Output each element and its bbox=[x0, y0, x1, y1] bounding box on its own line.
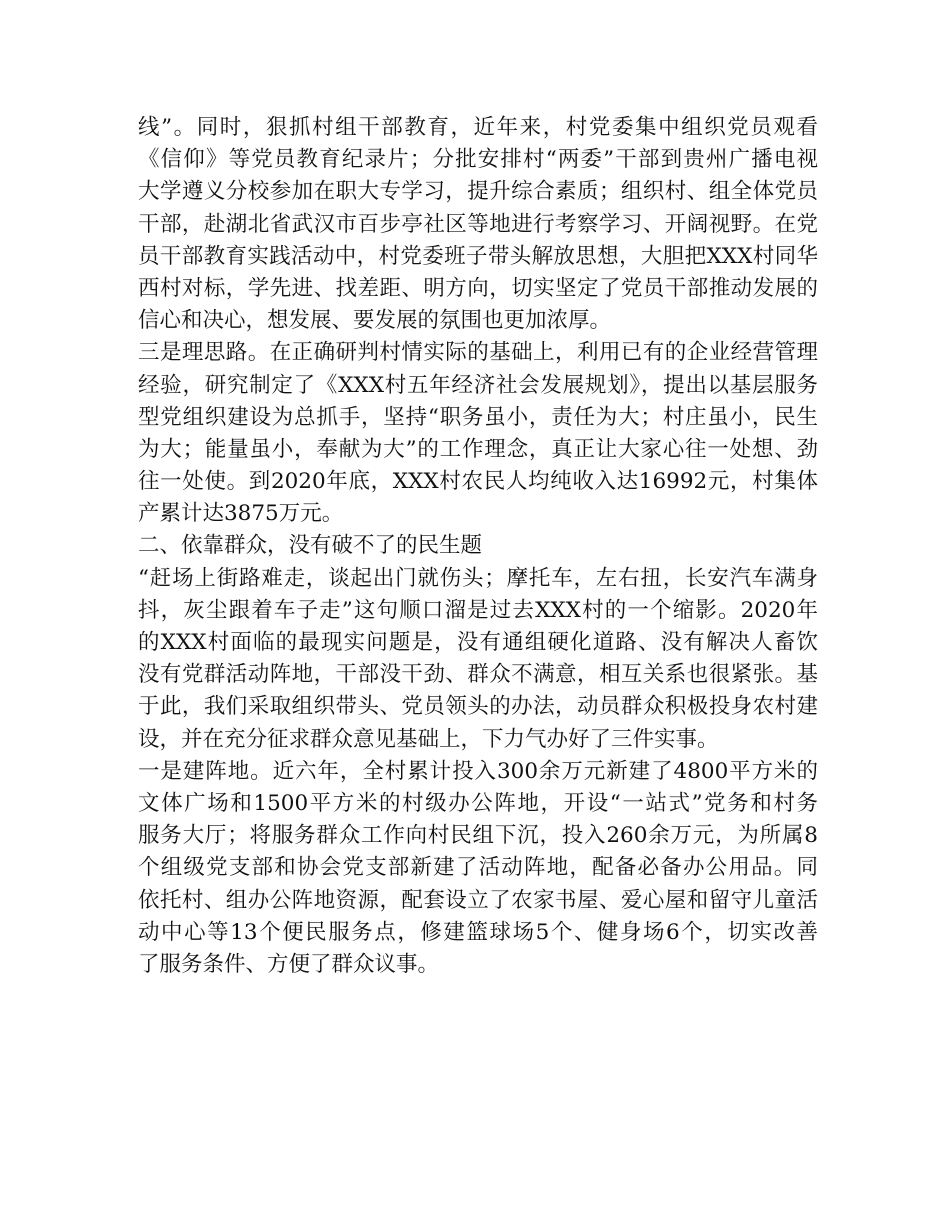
text-line: 干部，赴湖北省武汉市百步亭社区等地进行考察学习、开阔视野。在党 bbox=[138, 211, 818, 237]
text-line: 往一处使。到2020年底，XXX村农民人均纯收入达16992元，村集体 bbox=[138, 469, 818, 495]
text-line: 为大；能量虽小，奉献为大”的工作理念，真正让大家心往一处想、劲 bbox=[138, 436, 818, 462]
text-line: 没有党群活动阵地，干部没干劲、群众不满意，相互关系也很紧张。基 bbox=[138, 662, 818, 688]
text-line: 了服务条件、方便了群众议事。 bbox=[138, 951, 440, 977]
text-line: 设，并在充分征求群众意见基础上，下力气办好了三件实事。 bbox=[138, 726, 719, 752]
text-line: 一是建阵地。近六年，全村累计投入300余万元新建了4800平方米的 bbox=[138, 758, 818, 784]
text-line: 文体广场和1500平方米的村级办公阵地，开设“一站式”党务和村务 bbox=[138, 790, 818, 816]
text-line: 于此，我们采取组织带头、党员领头的办法，动员群众积极投身农村建 bbox=[138, 694, 818, 720]
text-line: 线”。同时，狠抓村组干部教育，近年来，村党委集中组织党员观看 bbox=[138, 115, 818, 140]
text-line: 大学遵义分校参加在职大专学习，提升综合素质；组织村、组全体党员 bbox=[138, 179, 818, 205]
section-heading: 二、依靠群众，没有破不了的民生题 bbox=[138, 533, 483, 559]
text-line: 个组级党支部和协会党支部新建了活动阵地，配备必备办公用品。同 bbox=[138, 855, 818, 881]
text-line: 三是理思路。在正确研判村情实际的基础上，利用已有的企业经营管理 bbox=[138, 340, 818, 366]
document-body bbox=[138, 112, 818, 981]
text-line: “赶场上街路难走，谈起出门就伤头；摩托车，左右扭，长安汽车满身 bbox=[138, 565, 818, 591]
text-line: 西村对标，学先进、找差距、明方向，切实坚定了党员干部推动发展的 bbox=[138, 275, 818, 301]
text-line: 依托村、组办公阵地资源，配套设立了农家书屋、爱心屋和留守儿童活 bbox=[138, 887, 818, 913]
text-line: 动中心等13个便民服务点，修建篮球场5个、健身场6个，切实改善 bbox=[138, 919, 818, 945]
text-line: 产累计达3875万元。 bbox=[138, 501, 344, 527]
text-line: 员干部教育实践活动中，村党委班子带头解放思想，大胆把XXX村同华 bbox=[138, 243, 818, 269]
text-line: 服务大厅；将服务群众工作向村民组下沉，投入260余万元，为所属8 bbox=[138, 823, 818, 849]
text-line: 型党组织建设为总抓手，坚持“职务虽小，责任为大；村庄虽小，民生 bbox=[138, 404, 818, 430]
text-line: 经验，研究制定了《XXX村五年经济社会发展规划》，提出以基层服务 bbox=[138, 372, 818, 398]
text-line: 信心和决心，想发展、要发展的氛围也更加浓厚。 bbox=[138, 308, 612, 334]
text-line: 《信仰》等党员教育纪录片；分批安排村“两委”干部到贵州广播电视 bbox=[138, 147, 818, 173]
text-line: 的XXX村面临的最现实问题是，没有通组硬化道路、没有解决人畜饮 bbox=[138, 630, 818, 655]
text-line: 抖，灰尘跟着车子走”这句顺口溜是过去XXX村的一个缩影。2020年 bbox=[138, 597, 818, 623]
